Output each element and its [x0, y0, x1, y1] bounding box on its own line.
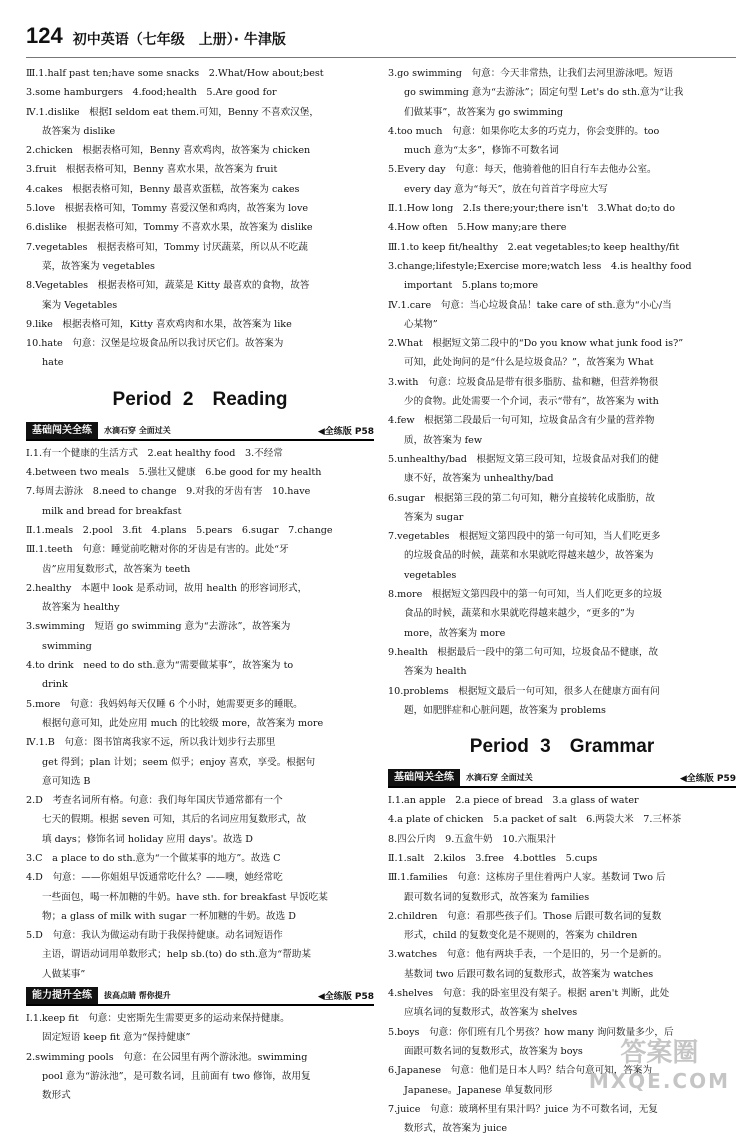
answer-line: 5.Every day 句意：每天，他骑着他的旧自行车去他办公室。: [388, 164, 657, 176]
answer-line: 们做某事”，故答案为 go swimming: [404, 106, 564, 118]
answer-line: Ⅳ.1.dislike 根据Ⅰ seldom eat them.可知，Benny 不喜欢汉堡，: [26, 106, 319, 118]
answer-line: every day 意为“每天”，放在句首首字母应大写: [404, 183, 608, 195]
answer-line: 4.few 根据第二段最后一句可知，垃圾食品含有少量的营养物: [388, 415, 655, 427]
answer-line: 形式，child 的复数变化是不规则的，答案为 children: [404, 930, 638, 942]
answer-line: 人做某事”: [42, 968, 86, 980]
answer-line: 故答案为 dislike: [42, 125, 116, 137]
answer-line: milk and bread for breakfast: [42, 505, 182, 517]
answer-line: 5.D 句意：我认为做运动有助于我保持健康。动名词短语作: [26, 930, 283, 942]
answer-line: 5.boys 句意：你们班有几个男孩？how many 询问数量多少，后: [388, 1026, 674, 1038]
answer-line: 8.more 根据短文第四段中的第一句可知，当人们吃更多的垃圾: [388, 589, 663, 601]
left-top-answers: [26, 64, 374, 373]
answer-line: 齿”应用复数形式，故答案为 teeth: [42, 563, 191, 575]
answer-line: Ⅰ.1.an apple 2.a piece of bread 3.a glass of water: [388, 795, 639, 807]
answer-line: 案为 Vegetables: [42, 299, 118, 311]
answer-line: hate: [42, 357, 64, 369]
answer-line: 3.with 句意：垃圾食品是带有很多脂肪、盐和糖，但营养物很: [388, 376, 659, 388]
answer-line: 填 days；修饰名词 holiday 应用 days'。故选 D: [42, 833, 253, 845]
answer-line: 9.health 根据最后一段中的第二句可知，垃圾食品不健康，故: [388, 646, 659, 658]
answer-line: 10.problems 根据短文最后一句可知，很多人在健康方面有问: [388, 685, 660, 697]
answer-line: go swimming 意为“去游泳”；固定句型 Let's do sth.意为“让我: [404, 87, 684, 99]
answer-line: 基数词 two 后跟可数名词的复数形式，故答案为 watches: [404, 968, 654, 980]
answer-line: swimming: [42, 640, 92, 652]
answer-line: 少的食物。此处需要一个介词，表示“带有”，故答案为 with: [404, 396, 659, 408]
answer-line: 意可知选 B: [42, 775, 91, 787]
answer-line: 2.D 考查名词所有格。句意：我们每年国庆节通常都有一个: [26, 795, 283, 807]
answer-line: 3.C a place to do sth.意为“一个做某事的地方”。故选 C: [26, 852, 281, 864]
answer-line: 10.hate 句意：汉堡是垃圾食品所以我讨厌它们。故答案为: [26, 338, 284, 350]
section-subtitle: 水滴石穿 全面过关: [466, 773, 533, 783]
answer-line: 可知，此处询问的是“什么是垃圾食品？”，故答案为 What: [404, 357, 654, 369]
section-subtitle: 拔高点睛 帮你提升: [104, 991, 171, 1001]
answer-line: 5.love 根据表格可知，Tommy 喜爱汉堡和鸡肉，故答案为 love: [26, 203, 309, 215]
answer-line: 固定短语 keep fit 意为“保持健康”: [42, 1032, 191, 1044]
answer-line: much 意为“太多”，修饰不可数名词: [404, 145, 559, 157]
answer-line: 菜，故答案为 vegetables: [42, 260, 155, 272]
page-reference: ◀全练版 P59: [679, 774, 736, 785]
answer-line: 2.healthy 本题中 look 是系动词，故用 health 的形容词形式，: [26, 582, 308, 594]
answer-line: 6.dislike 根据表格可知，Tommy 不喜欢水果，故答案为 dislike: [26, 222, 313, 234]
answer-line: important 5.plans to;more: [404, 280, 539, 292]
answer-line: 4.too much 句意：如果你吃太多的巧克力，你会变胖的。too: [388, 125, 660, 137]
answer-line: Ⅳ.1.care 句意：当心垃圾食品！take care of sth.意为“小心/当: [388, 299, 672, 311]
answer-line: 2.What 根据短文第二段中的“Do you know what junk food is?”: [388, 338, 684, 350]
answer-line: 的垃圾食品的时候，蔬菜和水果就吃得越来越少，故答案为: [404, 550, 654, 562]
answer-line: 7.juice 句意：玻璃杯里有果汁吗？juice 为不可数名词，无复: [388, 1103, 658, 1115]
answer-line: 4.a plate of chicken 5.a packet of salt 6.两袋大米 7.三杯茶: [388, 814, 682, 826]
answer-line: 2.chicken 根据表格可知，Benny 喜欢鸡肉，故答案为 chicken: [26, 145, 311, 157]
answer-line: 3.swimming 短语 go swimming 意为“去游泳”，故答案为: [26, 621, 291, 633]
answer-line: 题，如肥胖症和心脏问题，故答案为 problems: [404, 704, 606, 716]
answer-line: Japanese。Japanese 单复数同形: [404, 1084, 553, 1096]
period-2-title: Period 2 Reading: [112, 388, 288, 410]
answer-line: vegetables: [404, 569, 457, 581]
answer-line: 3.go swimming 句意：今天非常热，让我们去河里游泳吧。短语: [388, 68, 673, 79]
left-mid-answers: [26, 444, 374, 984]
answer-line: 8.Vegetables 根据表格可知，蔬菜是 Kitty 最喜欢的食物，故答: [26, 280, 310, 292]
columns: [26, 64, 736, 1138]
answer-line: 4.to drink need to do sth.意为“需要做某事”，故答案为 to: [26, 660, 294, 672]
answer-line: 4.shelves 句意：我的卧室里没有架子。根据 aren't 判断，此处: [388, 988, 670, 1000]
answer-line: 康不好，故答案为 unhealthy/bad: [404, 473, 554, 485]
answer-line: 主语，谓语动词用单数形式；help sb.(to) do sth.意为“帮助某: [42, 949, 311, 961]
section-bar-basic: [388, 769, 736, 788]
answer-line: Ⅱ.1.How long 2.Is there;your;there isn't 3.What do;to do: [388, 203, 676, 215]
right-column: [388, 64, 736, 1138]
book-title: 初中英语（七年级 上册）· 牛津版: [72, 32, 286, 48]
answer-line: Ⅱ.1.meals 2.pool 3.fit 4.plans 5.pears 6.sugar 7.change: [26, 524, 333, 536]
answer-line: Ⅰ.1.有一个健康的生活方式 2.eat healthy food 3.不经常: [26, 447, 283, 459]
answer-line: Ⅳ.1.B 句意：图书馆离我家不远，所以我计划步行去那里: [26, 737, 276, 749]
page-reference: ◀全练版 P58: [317, 992, 374, 1003]
answer-line: 数形式: [42, 1090, 71, 1102]
watermark-line: 答案圈: [620, 1038, 699, 1068]
answer-line: Ⅰ.1.keep fit 句意：史密斯先生需要更多的运动来保持健康。: [26, 1013, 290, 1025]
section-bar-basic: [26, 422, 374, 441]
answer-line: 根据句意可知，此处应用 much 的比较级 more，故答案为 more: [42, 717, 324, 729]
page-header: [26, 0, 736, 58]
answer-line: 4.cakes 根据表格可知，Benny 最喜欢蛋糕，故答案为 cakes: [26, 183, 300, 195]
answer-line: Ⅲ.1.half past ten;have some snacks 2.What/How about;best: [26, 68, 324, 79]
answer-line: 3.some hamburgers 4.food;health 5.Are good for: [26, 87, 277, 99]
answer-line: 4.How often 5.How many;are there: [388, 222, 567, 234]
answer-line: 8.四公斤肉 9.五盒牛奶 10.六瓶果汁: [388, 833, 556, 845]
section-tag: 能力提升全练: [26, 987, 98, 1004]
answer-line: 物；a glass of milk with sugar 一杯加糖的牛奶。故选 D: [42, 910, 296, 922]
period-3-title: Period 3 Grammar: [469, 736, 655, 758]
answer-line: 应填名词的复数形式，故答案为 shelves: [404, 1007, 578, 1019]
answer-line: 答案为 health: [404, 666, 467, 678]
answer-line: Ⅲ.1.to keep fit/healthy 2.eat vegetables;to keep healthy/fit: [388, 241, 680, 253]
answer-line: 数形式，故答案为 juice: [404, 1123, 508, 1135]
answer-line: Ⅱ.1.salt 2.kilos 3.free 4.bottles 5.cups: [388, 852, 598, 864]
answer-line: 3.change;lifestyle;Exercise more;watch less 4.is healthy food: [388, 260, 692, 272]
answer-line: 7.vegetables 根据短文第四段中的第一句可知，当人们吃更多: [388, 531, 661, 543]
answer-line: 5.unhealthy/bad 根据短文第三段可知，垃圾食品对我们的健: [388, 453, 659, 465]
answer-line: 2.children 句意：看那些孩子们。Those 后跟可数名词的复数: [388, 910, 662, 922]
answer-line: 质，故答案为 few: [404, 434, 483, 446]
section-tag: 基础闯关全练: [388, 769, 460, 786]
answer-line: get 得到；plan 计划；seem 似乎；enjoy 喜欢，享受。根据句: [42, 756, 316, 768]
answer-line: 3.watches 句意：他有两块手表，一个是旧的，另一个是新的。: [388, 949, 668, 961]
answer-line: 7.每周去游泳 8.need to change 9.对我的牙齿有害 10.have: [26, 486, 311, 498]
section-bar-ability: [26, 987, 374, 1006]
answer-line: 答案为 sugar: [404, 511, 464, 523]
answer-line: 面跟可数名词的复数形式，故答案为 boys: [404, 1045, 583, 1057]
watermark-logo: [589, 1039, 730, 1095]
page-reference: ◀全练版 P58: [317, 426, 374, 437]
answer-line: 食品的时候，蔬菜和水果就吃得越来越少，“更多的”为: [404, 608, 635, 620]
answer-line: 6.sugar 根据第三段的第二句可知，糖分直接转化成脂肪，故: [388, 492, 655, 504]
answer-line: 2.swimming pools 句意：在公园里有两个游泳池。swimming: [26, 1051, 308, 1063]
left-bottom-answers: [26, 1009, 374, 1105]
section-tag: 基础闯关全练: [26, 422, 98, 439]
answer-line: more，故答案为 more: [404, 627, 506, 639]
answer-line: 9.like 根据表格可知，Kitty 喜欢鸡肉和水果，故答案为 like: [26, 318, 292, 330]
answer-line: 4.D 句意：——你姐姐早饭通常吃什么？——噢，她经常吃: [26, 872, 283, 884]
answer-line: 故答案为 healthy: [42, 602, 120, 614]
answer-line: 4.between two meals 5.强壮又健康 6.be good for my health: [26, 467, 322, 479]
page-number: 124: [26, 23, 63, 48]
answer-line: 3.fruit 根据表格可知，Benny 喜欢水果，故答案为 fruit: [26, 164, 278, 176]
answer-line: 7.vegetables 根据表格可知，Tommy 讨厌蔬菜，所以从不吃蔬: [26, 241, 308, 253]
answer-line: 5.more 句意：我妈妈每天仅睡 6 个小时，她需要更多的睡眠。: [26, 698, 303, 710]
answer-line: 一些面包，喝一杯加糖的牛奶。have sth. for breakfast 早饭吃某: [42, 891, 328, 903]
answer-line: drink: [42, 679, 68, 691]
answer-line: 七天的假期。根据 seven 可知，其后的名词应用复数形式，故: [42, 814, 307, 826]
watermark-domain: MXQE.COM: [588, 1069, 730, 1093]
right-top-answers: [388, 64, 736, 720]
answer-line: 心某物”: [404, 318, 438, 330]
answer-line: Ⅲ.1.teeth 句意：睡觉前吃糖对你的牙齿是有害的。此处“牙: [26, 544, 289, 556]
answer-line: Ⅲ.1.families 句意：这栋房子里住着两户人家。基数词 Two 后: [388, 872, 666, 884]
answer-line: 跟可数名词的复数形式，故答案为 families: [404, 891, 590, 903]
left-column: [26, 64, 374, 1138]
answer-line: 6.Japanese 句意：他们是日本人吗？结合句意可知，答案为: [388, 1065, 653, 1077]
section-subtitle: 水滴石穿 全面过关: [104, 425, 171, 435]
answer-line: pool 意为“游泳池”，是可数名词，且前面有 two 修饰，故用复: [42, 1070, 311, 1082]
